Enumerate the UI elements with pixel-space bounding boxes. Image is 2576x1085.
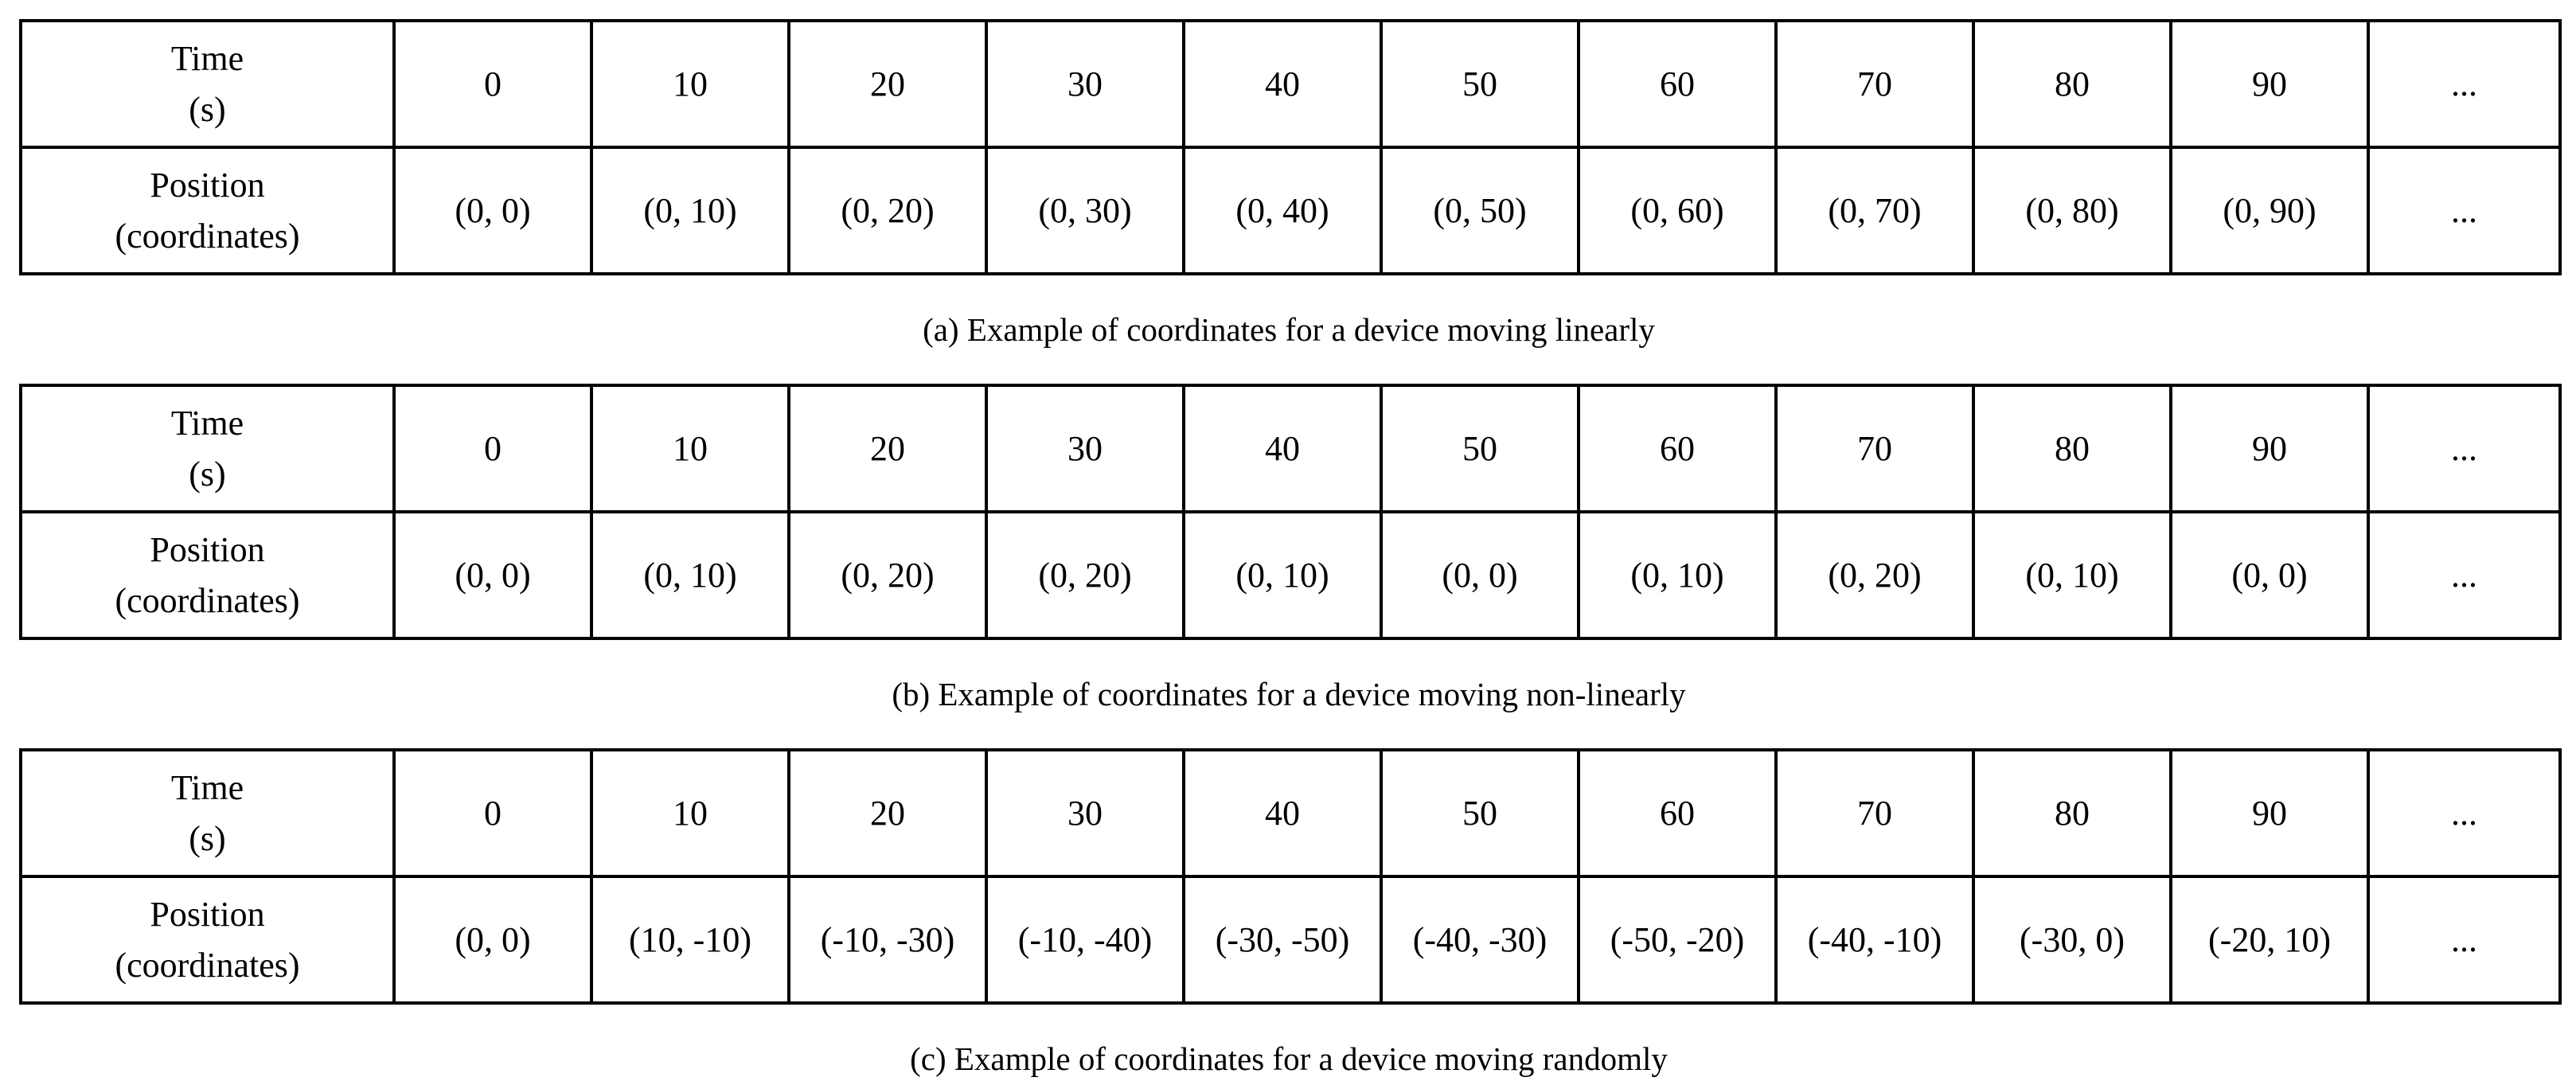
time-cell: 0 (394, 750, 591, 876)
position-cell: (-20, 10) (2171, 876, 2368, 1003)
time-cell: 40 (1184, 385, 1381, 512)
position-header-cell (21, 147, 394, 274)
position-cell: (0, 20) (789, 147, 986, 274)
position-header-unit: (coordinates) (115, 580, 300, 620)
position-cell-ellipsis: ... (2368, 512, 2560, 638)
position-cell: (0, 20) (1776, 512, 1973, 638)
position-header-label: Position (150, 529, 265, 569)
position-cell: (-10, -40) (986, 876, 1184, 1003)
position-header-label: Position (150, 165, 265, 205)
time-cell: 90 (2171, 750, 2368, 876)
time-cell: 40 (1184, 750, 1381, 876)
time-row (21, 750, 2560, 876)
time-cell: 50 (1381, 385, 1579, 512)
time-cell: 90 (2171, 21, 2368, 147)
table-block-a (19, 19, 2558, 352)
position-header-cell (21, 512, 394, 638)
time-cell: 40 (1184, 21, 1381, 147)
time-cell: 30 (986, 385, 1184, 512)
time-row (21, 385, 2560, 512)
time-cell: 70 (1776, 385, 1973, 512)
position-cell-ellipsis: ... (2368, 876, 2560, 1003)
table-block-c (19, 748, 2558, 1081)
position-cell: (0, 10) (591, 147, 789, 274)
position-header-label: Position (150, 894, 265, 934)
time-cell: 60 (1579, 750, 1776, 876)
time-cell: 30 (986, 21, 1184, 147)
position-cell: (0, 40) (1184, 147, 1381, 274)
time-header-label: Time (170, 403, 244, 443)
time-cell: 10 (591, 385, 789, 512)
position-cell: (0, 20) (789, 512, 986, 638)
time-cell: 10 (591, 750, 789, 876)
time-cell-ellipsis: ... (2368, 750, 2560, 876)
time-cell: 70 (1776, 750, 1973, 876)
time-cell: 90 (2171, 385, 2368, 512)
position-cell: (0, 10) (591, 512, 789, 638)
position-cell: (0, 70) (1776, 147, 1973, 274)
position-cell: (-50, -20) (1579, 876, 1776, 1003)
position-cell: (0, 10) (1973, 512, 2171, 638)
time-cell: 50 (1381, 21, 1579, 147)
time-cell: 50 (1381, 750, 1579, 876)
position-cell: (0, 10) (1184, 512, 1381, 638)
position-cell: (0, 20) (986, 512, 1184, 638)
time-cell: 10 (591, 21, 789, 147)
time-cell-ellipsis: ... (2368, 21, 2560, 147)
time-header-label: Time (170, 767, 244, 807)
position-cell: (-40, -30) (1381, 876, 1579, 1003)
caption-a: (a) Example of coordinates for a device moving linearly (923, 311, 1655, 348)
time-cell: 0 (394, 21, 591, 147)
position-row (21, 147, 2560, 274)
time-header-cell (21, 21, 394, 147)
position-cell: (0, 0) (2171, 512, 2368, 638)
time-header-cell (21, 385, 394, 512)
time-cell: 80 (1973, 750, 2171, 876)
position-cell: (0, 90) (2171, 147, 2368, 274)
position-cell: (0, 30) (986, 147, 1184, 274)
time-header-cell (21, 750, 394, 876)
time-cell: 20 (789, 385, 986, 512)
position-cell: (0, 80) (1973, 147, 2171, 274)
position-cell: (0, 0) (394, 876, 591, 1003)
position-cell: (0, 0) (394, 147, 591, 274)
time-cell: 80 (1973, 21, 2171, 147)
position-cell: (-40, -10) (1776, 876, 1973, 1003)
position-row (21, 876, 2560, 1003)
position-cell: (0, 0) (1381, 512, 1579, 638)
caption-c: (c) Example of coordinates for a device moving randomly (910, 1040, 1668, 1077)
time-header-unit: (s) (189, 454, 226, 494)
time-cell: 60 (1579, 385, 1776, 512)
time-cell: 20 (789, 21, 986, 147)
coordinates-table-c (19, 748, 2562, 1005)
position-header-cell (21, 876, 394, 1003)
position-cell: (-30, 0) (1973, 876, 2171, 1003)
coordinates-table-a (19, 19, 2562, 275)
time-cell: 20 (789, 750, 986, 876)
time-cell: 70 (1776, 21, 1973, 147)
position-row (21, 512, 2560, 638)
coordinates-table-b (19, 384, 2562, 640)
position-header-unit: (coordinates) (115, 216, 300, 256)
time-cell: 60 (1579, 21, 1776, 147)
position-cell: (0, 0) (394, 512, 591, 638)
time-header-unit: (s) (189, 818, 226, 858)
position-cell: (0, 10) (1579, 512, 1776, 638)
table-block-b (19, 384, 2558, 716)
position-cell: (0, 50) (1381, 147, 1579, 274)
time-header-unit: (s) (189, 89, 226, 129)
time-header-label: Time (170, 38, 244, 78)
time-cell: 80 (1973, 385, 2171, 512)
position-cell-ellipsis: ... (2368, 147, 2560, 274)
caption-b: (b) Example of coordinates for a device moving non-linearly (892, 676, 1686, 712)
position-cell: (-10, -30) (789, 876, 986, 1003)
time-cell: 0 (394, 385, 591, 512)
position-cell: (0, 60) (1579, 147, 1776, 274)
position-cell: (-30, -50) (1184, 876, 1381, 1003)
time-row (21, 21, 2560, 147)
position-header-unit: (coordinates) (115, 945, 300, 985)
position-cell: (10, -10) (591, 876, 789, 1003)
time-cell-ellipsis: ... (2368, 385, 2560, 512)
time-cell: 30 (986, 750, 1184, 876)
